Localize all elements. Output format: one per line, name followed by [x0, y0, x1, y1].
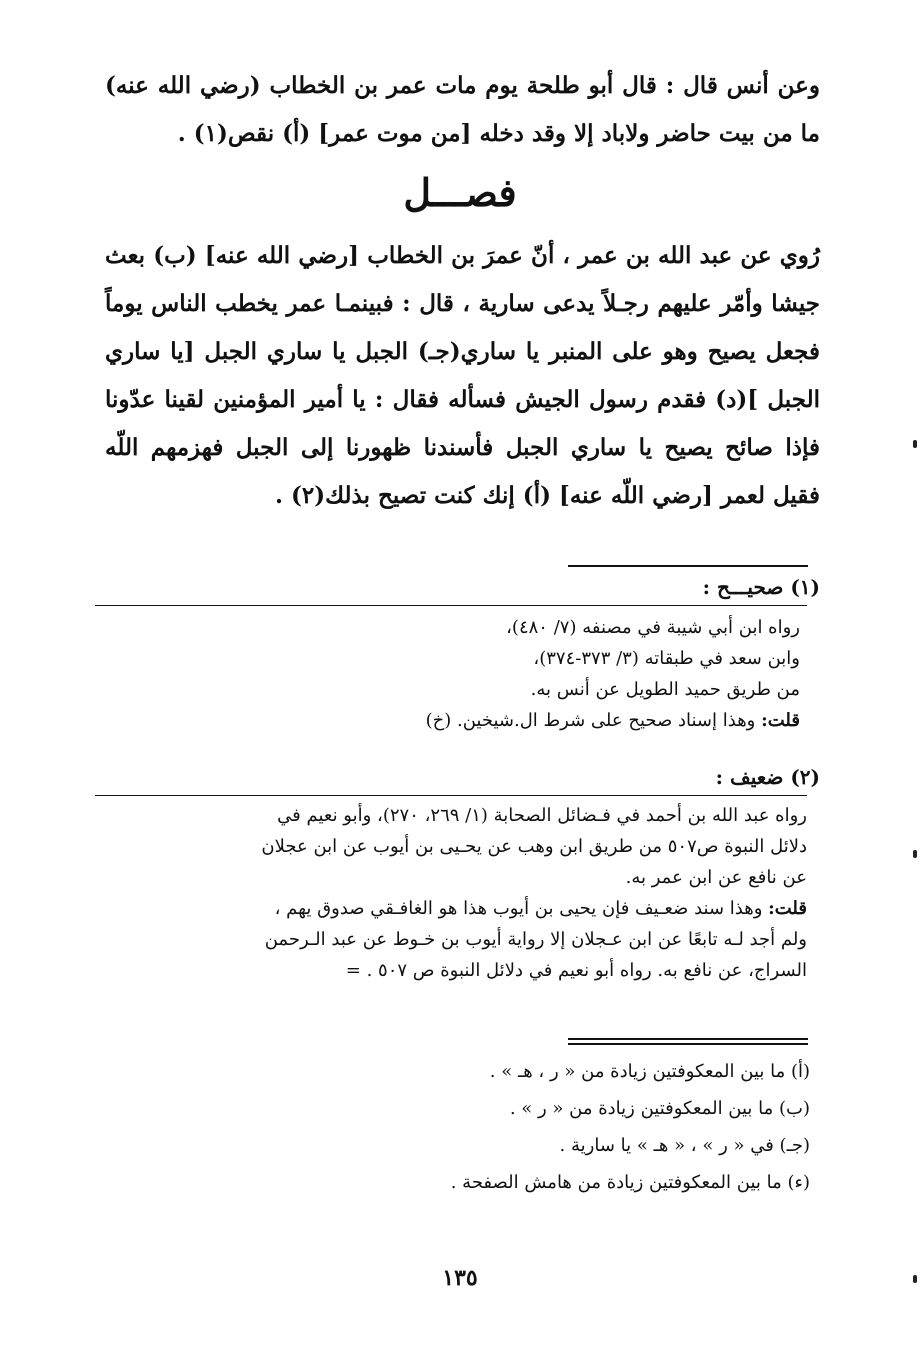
footnote-line: رواه ابن أبي شيبة في مصنفه (٧/ ٤٨٠)،	[506, 617, 800, 638]
note-item: (جـ) في « ر » ، « هـ » يا سارية .	[559, 1135, 810, 1156]
notes-separator-top	[568, 1038, 808, 1040]
footnote-comment	[107, 893, 807, 924]
page-number: ١٣٥	[442, 1265, 478, 1291]
footnote-line: دلائل النبوة ص٥٠٧ من طريق ابن وهب عن يحـيى بن أيوب عن ابن عجلان	[261, 836, 807, 857]
scan-mark	[913, 850, 917, 858]
paragraph-text: رُوي عن عبد الله بن عمر ، أنّ عمرَ بن الخطاب [رضي الله عنه] (ب) بعث جيشا وأمّر عليهم رجـلاً يدعى سارية ، قال : فبينمـا عمر يخطب الناس يوماً فجعل يصيح وهو على المنبر يا ساري(جـ) الجبل يا ساري الجبل [يا ساري الجبل ](د) فقدم رسول الجيش فسأله فقال : يا أمير المؤمنين لقينا عدّونا فإذا صائح يصيح يا ساري الجبل فأسندنا ظهورنا إلى الجبل فهزمهم اللّه فقيل لعمر [رضي اللّه عنه] (أ) إنك كنت تصيح بذلك(٢) .	[105, 242, 820, 509]
notes-separator-bottom	[568, 1043, 808, 1045]
editorial-notes	[110, 1053, 810, 1201]
footnote-1-body	[110, 612, 800, 736]
divider	[95, 795, 807, 796]
scan-mark	[913, 1275, 917, 1283]
footnote-separator	[568, 565, 808, 567]
scan-mark	[913, 440, 917, 448]
footnote-line: ولم أجد لـه تابعًا عن ابن عـجلان إلا رواية أيوب بن خـوط عن عبد الـرحمن	[264, 929, 807, 950]
footnote-1-heading: (١) صحيـــح :	[702, 575, 820, 599]
qult-label: قلت:	[768, 898, 807, 919]
main-paragraph	[105, 232, 820, 520]
qult-label: قلت:	[761, 710, 800, 731]
opening-paragraph	[105, 62, 820, 158]
footnote-2-body	[107, 800, 807, 986]
divider	[95, 605, 807, 606]
note-item: (ب) ما بين المعكوفتين زيادة من « ر » .	[509, 1098, 810, 1119]
comment-text: وهذا سند ضعـيف فإن يحيى بن أيوب هذا هو الغافـقي صدوق يهم ،	[274, 898, 769, 919]
footnote-line: وابن سعد في طبقاته (٣/ ٣٧٣-٣٧٤)،	[533, 648, 800, 669]
paragraph-text: وعن أنس قال : قال أبو طلحة يوم مات عمر بن الخطاب (رضي الله عنه) ما من بيت حاضر ولاباد إلا وقد دخله [من موت عمر] (أ) نقص(١) .	[105, 72, 820, 147]
footnote-line: السراج، عن نافع به. رواه أبو نعيم في دلائل النبوة ص ٥٠٧ . =	[345, 960, 807, 981]
section-heading: فصـــل	[403, 170, 517, 215]
note-item: (ء) ما بين المعكوفتين زيادة من هامش الصفحة .	[450, 1172, 810, 1193]
footnote-line: من طريق حميد الطويل عن أنس به.	[530, 679, 800, 700]
footnote-line: رواه عبد الله بن أحمد في فـضائل الصحابة (١/ ٢٦٩، ٢٧٠)، وأبو نعيم في	[277, 805, 807, 826]
note-item: (أ) ما بين المعكوفتين زيادة من « ر ، هـ » .	[489, 1061, 810, 1082]
comment-text: وهذا إسناد صحيح على شرط ال.شيخين. (خ)	[425, 710, 762, 731]
footnote-2-heading: (٢) ضعيف :	[715, 765, 820, 789]
footnote-comment	[110, 705, 800, 736]
footnote-line: عن نافع عن ابن عمر به.	[625, 867, 807, 888]
